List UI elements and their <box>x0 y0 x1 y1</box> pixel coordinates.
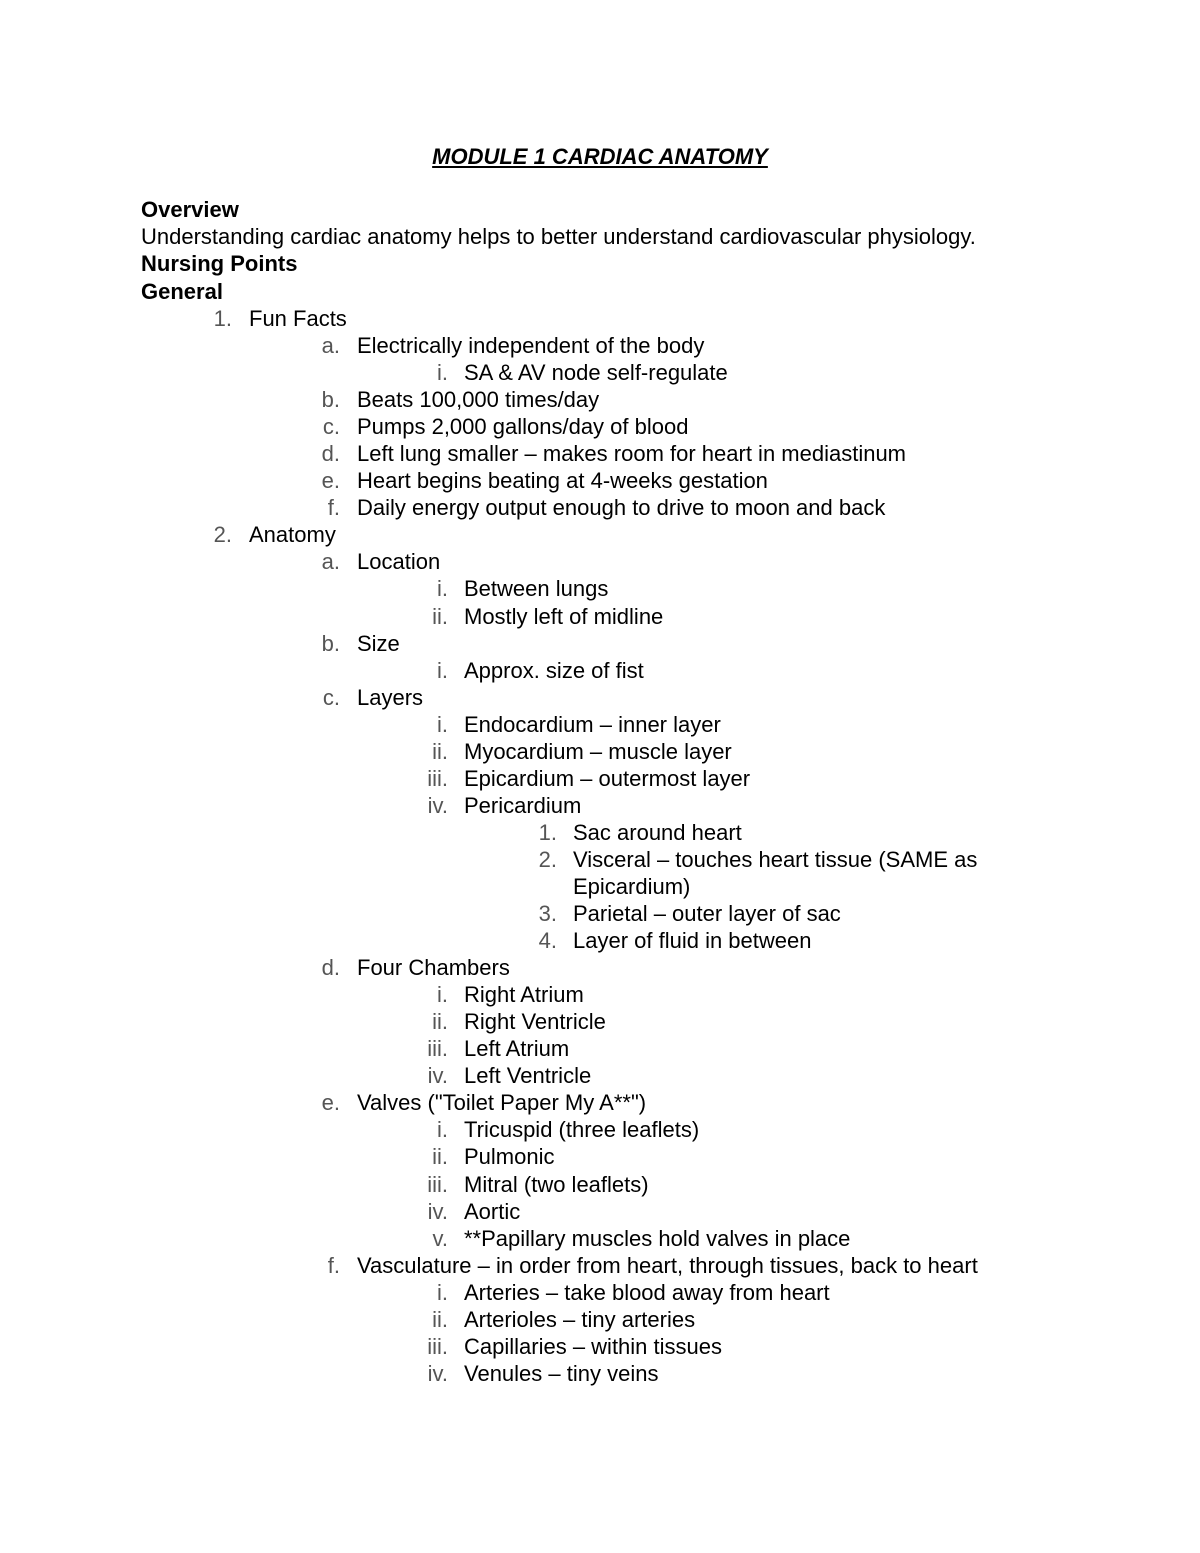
outline-item-text: Left Ventricle <box>464 1063 592 1089</box>
outline-item-text: Location <box>357 549 441 575</box>
outline-item-text: Sac around heart <box>573 819 742 845</box>
outline-item-marker: i. <box>437 360 448 386</box>
outline-item <box>0 548 1200 575</box>
outline-item-marker: d. <box>321 955 340 981</box>
outline-item-text: Capillaries – within tissues <box>464 1333 722 1359</box>
outline-item <box>0 819 1200 846</box>
outline-item-marker: ii. <box>432 738 448 764</box>
outline-item <box>0 1333 1200 1360</box>
outline-item <box>0 575 1200 602</box>
outline-item-marker: a. <box>321 333 340 359</box>
outline-item-text: Endocardium – inner layer <box>464 711 721 737</box>
outline-item-marker: iii. <box>427 1036 448 1062</box>
outline-item-marker: iv. <box>427 1360 448 1386</box>
outline-item-text: Layers <box>357 684 424 710</box>
outline-item <box>0 413 1200 440</box>
outline-item-marker: i. <box>437 576 448 602</box>
outline-item <box>0 305 1200 332</box>
overview-heading: Overview <box>141 197 239 222</box>
outline-item-text: Vasculature – in order from heart, through tissues, back to heart <box>357 1252 978 1278</box>
outline-item <box>0 440 1200 467</box>
outline-item <box>0 927 1200 954</box>
outline-item-text: Daily energy output enough to drive to moon and back <box>357 495 886 521</box>
outline-item <box>0 684 1200 711</box>
outline-item-text: Pumps 2,000 gallons/day of blood <box>357 414 689 440</box>
outline-item-text: Valves ("Toilet Paper My A**") <box>357 1090 647 1116</box>
outline-item <box>0 738 1200 765</box>
outline-item-marker: iv. <box>427 792 448 818</box>
outline-item <box>0 521 1200 548</box>
outline-item-text: Fun Facts <box>249 306 347 331</box>
outline-item-text: Layer of fluid in between <box>573 928 812 954</box>
outline-item-marker: i. <box>437 657 448 683</box>
outline-item-text: Epicardium – outermost layer <box>464 765 751 791</box>
outline-item <box>0 603 1200 630</box>
outline-item <box>0 359 1200 386</box>
outline-item-text: Pulmonic <box>464 1144 555 1170</box>
outline-item-marker: b. <box>321 387 340 413</box>
outline-item-marker: e. <box>321 468 340 494</box>
outline-item-marker: ii. <box>432 603 448 629</box>
outline-item-text: Approx. size of fist <box>464 657 644 683</box>
outline-item-text: Parietal – outer layer of sac <box>573 901 841 927</box>
outline-item-marker: a. <box>321 549 340 575</box>
outline-item-marker: i. <box>437 711 448 737</box>
outline-item <box>0 765 1200 792</box>
outline-item <box>0 1062 1200 1089</box>
outline-item-marker: c. <box>322 684 340 710</box>
outline-item-marker: 1. <box>538 819 557 845</box>
outline-item <box>0 981 1200 1008</box>
outline-list <box>0 305 1200 1387</box>
outline-item <box>0 846 1200 873</box>
outline-item-marker: ii. <box>432 1144 448 1170</box>
outline-item <box>0 630 1200 657</box>
outline-item-marker: 2. <box>213 522 232 548</box>
outline-item-text: SA & AV node self-regulate <box>464 360 728 386</box>
outline-item-text: Left Atrium <box>464 1036 570 1062</box>
outline-item-text: Mitral (two leaflets) <box>464 1171 649 1197</box>
outline-item-text: Beats 100,000 times/day <box>357 387 600 413</box>
outline-item <box>0 1306 1200 1333</box>
outline-item <box>0 332 1200 359</box>
outline-item-text: Epicardium) <box>573 873 691 899</box>
outline-item-text: Arterioles – tiny arteries <box>464 1306 696 1332</box>
outline-item-text: Myocardium – muscle layer <box>464 738 732 764</box>
outline-item <box>0 900 1200 927</box>
outline-item <box>0 954 1200 981</box>
document-title: MODULE 1 CARDIAC ANATOMY <box>432 144 768 169</box>
outline-item <box>0 1252 1200 1279</box>
outline-item-marker: iii. <box>427 1333 448 1359</box>
outline-item-text: Pericardium <box>464 792 582 818</box>
outline-item-text: Right Atrium <box>464 982 584 1008</box>
outline-item <box>0 1360 1200 1387</box>
outline-item <box>0 792 1200 819</box>
outline-item-text: Between lungs <box>464 576 609 602</box>
outline-item <box>0 494 1200 521</box>
outline-item-text: Heart begins beating at 4-weeks gestation <box>357 468 768 494</box>
outline-item <box>0 873 1200 900</box>
overview-text: Understanding cardiac anatomy helps to better understand cardiovascular physiology. <box>141 224 976 249</box>
outline-item-marker: i. <box>437 982 448 1008</box>
outline-item-marker: iii. <box>427 1171 448 1197</box>
outline-item <box>0 467 1200 494</box>
outline-item-marker: f. <box>327 495 340 521</box>
outline-item-marker: iv. <box>427 1063 448 1089</box>
outline-item-text: Four Chambers <box>357 955 510 981</box>
outline-item-text: Electrically independent of the body <box>357 333 705 359</box>
outline-item-text: Mostly left of midline <box>464 603 664 629</box>
general-heading: General <box>141 279 223 304</box>
outline-item-text: Left lung smaller – makes room for heart in mediastinum <box>357 441 907 467</box>
outline-item <box>0 1143 1200 1170</box>
outline-item-marker: 3. <box>538 901 557 927</box>
outline-item-marker: 2. <box>538 846 557 872</box>
outline-item-text: Visceral – touches heart tissue (SAME as <box>573 846 978 872</box>
outline-item <box>0 386 1200 413</box>
outline-item <box>0 1198 1200 1225</box>
outline-item-marker: iv. <box>427 1198 448 1224</box>
outline-item-text: Right Ventricle <box>464 1009 606 1035</box>
outline-item <box>0 1171 1200 1198</box>
outline-item-marker: i. <box>437 1279 448 1305</box>
outline-item-text: Size <box>357 630 400 656</box>
outline-item-marker: b. <box>321 630 340 656</box>
outline-item <box>0 1116 1200 1143</box>
outline-item-text: **Papillary muscles hold valves in place <box>464 1225 851 1251</box>
outline-item-text: Venules – tiny veins <box>464 1360 659 1386</box>
outline-item-marker: iii. <box>427 765 448 791</box>
outline-item-text: Arteries – take blood away from heart <box>464 1279 830 1305</box>
outline-item-marker: e. <box>321 1090 340 1116</box>
outline-item <box>0 711 1200 738</box>
outline-item-marker: 1. <box>213 306 232 331</box>
outline-item-marker: i. <box>437 1117 448 1143</box>
outline-item-marker: ii. <box>432 1009 448 1035</box>
nursing-points-heading: Nursing Points <box>141 251 298 276</box>
outline-item <box>0 1225 1200 1252</box>
outline-item-marker: ii. <box>432 1306 448 1332</box>
outline-item-text: Tricuspid (three leaflets) <box>464 1117 700 1143</box>
outline-item-text: Aortic <box>464 1198 521 1224</box>
outline-item-marker: d. <box>321 441 340 467</box>
outline-item <box>0 657 1200 684</box>
outline-item <box>0 1089 1200 1116</box>
outline-item <box>0 1035 1200 1062</box>
outline-item-marker: 4. <box>538 928 557 954</box>
outline-item <box>0 1008 1200 1035</box>
outline-item-marker: f. <box>327 1252 340 1278</box>
outline-item-marker: c. <box>322 414 340 440</box>
outline-item <box>0 1279 1200 1306</box>
outline-item-text: Anatomy <box>249 522 336 548</box>
outline-item-marker: v. <box>432 1225 448 1251</box>
